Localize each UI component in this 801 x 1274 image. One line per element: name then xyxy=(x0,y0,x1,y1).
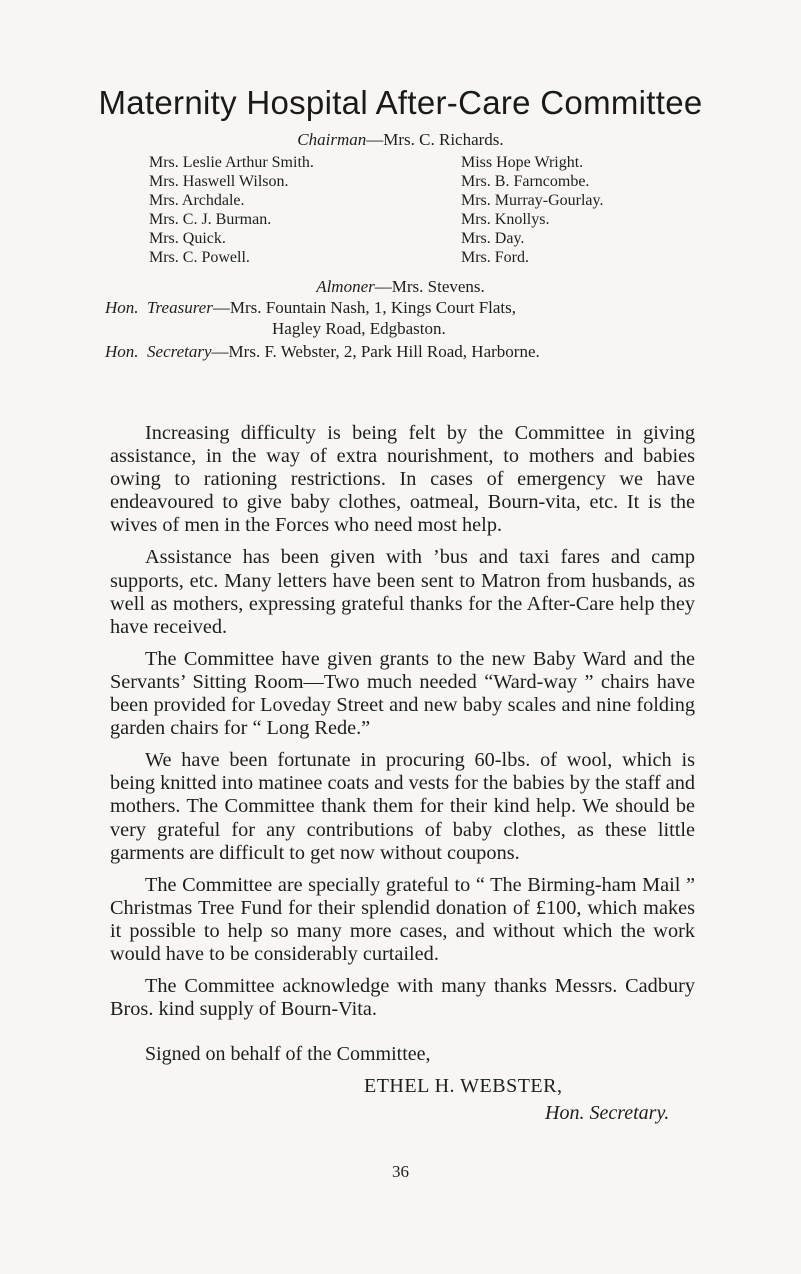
member-row xyxy=(149,210,749,229)
treasurer-line-1 xyxy=(105,297,695,318)
almoner-line xyxy=(0,277,801,297)
member-left: Mrs. Leslie Arthur Smith. xyxy=(149,154,314,171)
signed-line: Signed on behalf of the Committee, xyxy=(145,1043,431,1065)
member-row xyxy=(149,229,749,248)
treasurer-prefix: Hon. xyxy=(105,298,139,317)
paragraph: Assistance has been given with ’bus and taxi fares and camp supports, etc. Many letters have been sent to Matron from husbands, as well as mothers, expressing grateful thanks for the After-Care help they have received. xyxy=(110,546,695,638)
member-right: Mrs. Ford. xyxy=(461,249,530,266)
secretary-address: —Mrs. F. Webster, 2, Park Hill Road, Harborne. xyxy=(211,342,540,361)
chairman-role: Chairman xyxy=(297,130,367,149)
member-right: Miss Hope Wright. xyxy=(461,154,584,171)
almoner-name: —Mrs. Stevens. xyxy=(374,277,485,296)
member-right: Mrs. Day. xyxy=(461,230,525,247)
secretary-prefix: Hon. xyxy=(105,342,139,361)
member-left: Mrs. C. J. Burman. xyxy=(149,211,272,228)
paragraph: The Committee acknowledge with many thanks Messrs. Cadbury Bros. kind supply of Bourn-Vita. xyxy=(110,975,695,1021)
treasurer-block xyxy=(105,297,695,339)
paragraph: We have been fortunate in procuring 60-lbs. of wool, which is being knitted into matinee coats and vests for the babies by the staff and mothers. The Committee thank them for their kind help. We should be very grateful for any contributions of baby clothes, as these little garments are difficult to get now without coupons. xyxy=(110,749,695,864)
member-left: Mrs. Quick. xyxy=(149,230,226,247)
signatory-role: Hon. Secretary. xyxy=(545,1102,670,1124)
member-right: Mrs. B. Farncombe. xyxy=(461,173,590,190)
secretary-role: Secretary xyxy=(147,342,212,361)
paragraph: The Committee are specially grateful to “ The Birming-ham Mail ” Christmas Tree Fund for their splendid donation of £100, which makes it possible to help so many more cases, and without which the work would have to be considerably curtailed. xyxy=(110,873,695,965)
paragraph: Increasing difficulty is being felt by the Committee in giving assistance, in the way of extra nourishment, to mothers and babies owing to rationing restrictions. In cases of emergency we have endeavoured to give baby clothes, oatmeal, Bourn-vita, etc. It is the wives of men in the Forces who need most help. xyxy=(110,422,695,537)
paragraph: The Committee have given grants to the new Baby Ward and the Servants’ Sitting Room—Two much needed “Ward-way ” chairs have been provided for Loveday Street and new baby scales and nine folding garden chairs for “ Long Rede.” xyxy=(110,647,695,740)
committee-members xyxy=(149,153,749,267)
member-left: Mrs. C. Powell. xyxy=(149,249,250,266)
secretary-line xyxy=(105,341,705,362)
member-row xyxy=(149,191,749,210)
chairman-name: —Mrs. C. Richards. xyxy=(366,130,504,149)
almoner-role: Almoner xyxy=(316,277,375,296)
report-body xyxy=(110,422,695,1030)
signatory-name: ETHEL H. WEBSTER, xyxy=(364,1075,563,1097)
page-title: Maternity Hospital After-Care Committee xyxy=(98,84,703,121)
treasurer-address-2: Hagley Road, Edgbaston. xyxy=(272,319,446,338)
chairman-line xyxy=(0,130,801,150)
member-row xyxy=(149,172,749,191)
member-right: Mrs. Murray-Gourlay. xyxy=(461,192,604,209)
member-row xyxy=(149,248,749,267)
treasurer-role: Treasurer xyxy=(147,298,213,317)
member-right: Mrs. Knollys. xyxy=(461,211,550,228)
member-left: Mrs. Archdale. xyxy=(149,192,245,209)
treasurer-address-1: —Mrs. Fountain Nash, 1, Kings Court Flats, xyxy=(212,298,517,317)
page-number: 36 xyxy=(392,1162,409,1181)
member-left: Mrs. Haswell Wilson. xyxy=(149,173,289,190)
member-row xyxy=(149,153,749,172)
